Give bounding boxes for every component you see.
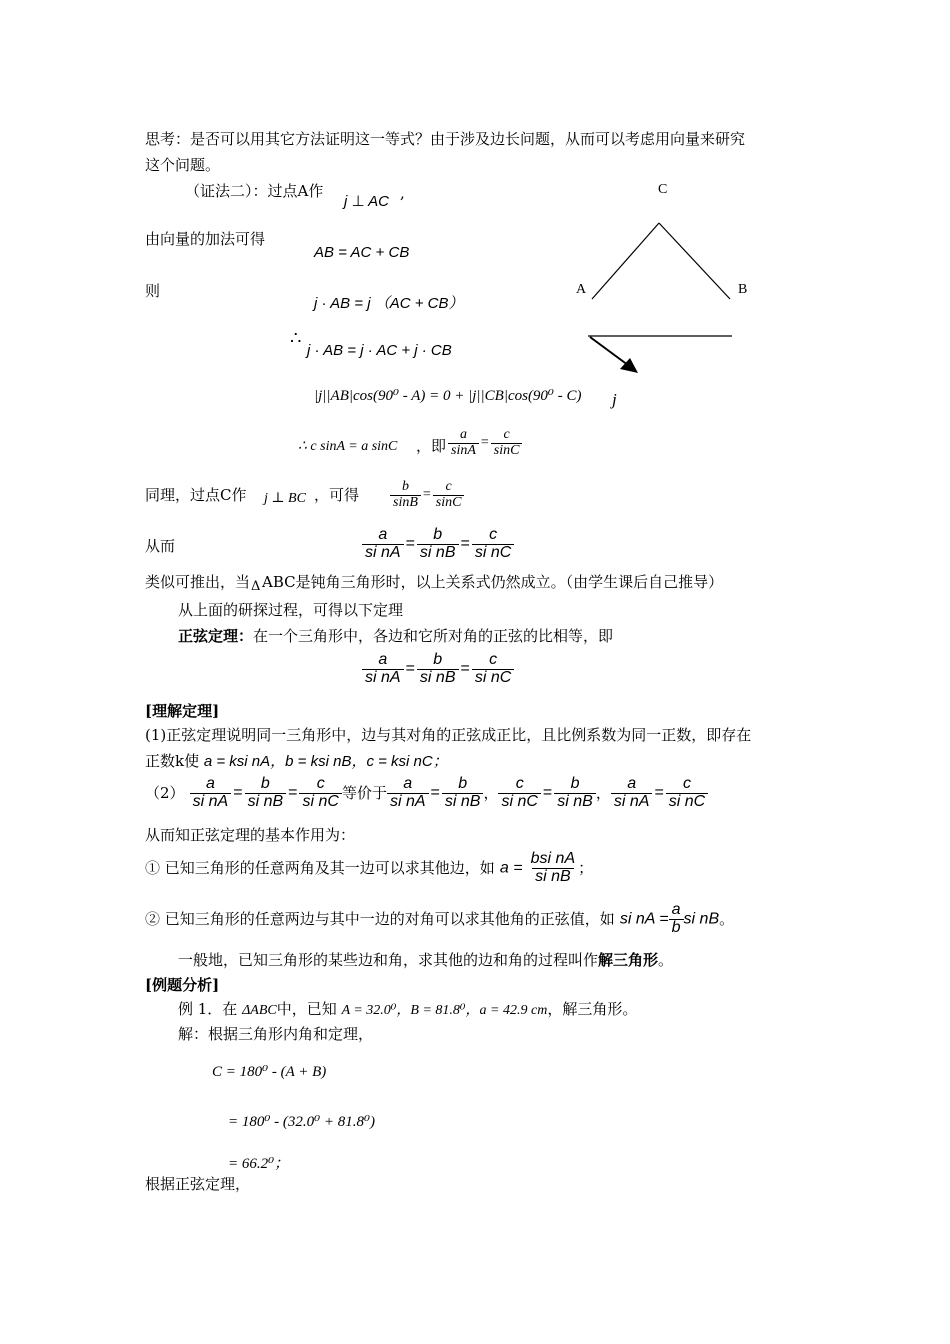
fraction-a [362, 652, 404, 687]
fraction-denominator: si nB [245, 793, 287, 811]
fraction-denominator: si nA [387, 793, 429, 811]
use1-lhs: a = [499, 859, 523, 877]
example-1 [178, 1000, 637, 1020]
fraction-numerator: a [378, 651, 388, 668]
fraction-numerator: a [459, 427, 467, 442]
fraction-numerator: a [378, 526, 388, 543]
use2-text: ② 已知三角形的任意两边与其中一边的对角可以求其他角的正弦值，如 [145, 909, 615, 928]
p2-label: （2） [145, 783, 185, 802]
equation-5-fractions [448, 428, 522, 458]
use2-end: 。 [719, 909, 735, 928]
fraction-denominator: sinB [390, 495, 421, 511]
equals-sign: = [430, 784, 440, 802]
vertex-label-b: B [738, 282, 748, 297]
understand-p2 [145, 776, 708, 811]
comma: ， [483, 783, 499, 802]
fraction-denominator: si nA [362, 669, 404, 687]
general-bold: 解三角形 [598, 951, 659, 969]
fraction-numerator: c [683, 775, 691, 792]
general-pre: 一般地，已知三角形的某些边和角，求其他的边和角的过程叫作 [178, 951, 599, 969]
equation-5: ∴ c sinA = a sinC [298, 439, 398, 454]
fraction-numerator: bsi nA [530, 850, 576, 867]
equals-sign: = [405, 660, 415, 678]
fraction-numerator: c [316, 775, 325, 792]
thus-fractions [362, 527, 514, 562]
solution-intro: 解：根据三角形内角和定理， [178, 1025, 374, 1043]
ex1-prefix: 例 1．在 [178, 1000, 238, 1018]
similar-mid: ，可得 [314, 486, 360, 504]
fraction-numerator: c [489, 651, 498, 668]
comma: ， [595, 783, 611, 802]
equation-1: AB = AC + CB [314, 244, 410, 261]
side-ac [592, 223, 659, 299]
ex1-given: A = 32.0⁰，B = 81.8⁰，a = 42.9 cm [341, 1003, 548, 1018]
fraction-a [362, 527, 404, 562]
fraction-c [472, 652, 514, 687]
fraction-c [472, 527, 514, 562]
fraction-numerator: c [489, 526, 498, 543]
fraction-denominator: si nC [498, 793, 540, 811]
theorem-name: 正弦定理： [178, 627, 254, 645]
fraction-c [666, 776, 708, 811]
fraction-numerator: a [403, 775, 413, 792]
equals-sign: = [233, 784, 243, 802]
understand-p1-line2 [145, 752, 448, 771]
fraction-denominator: si nB [417, 544, 459, 562]
example-title: [例题分析] [145, 976, 220, 994]
vertex-label-a: A [576, 282, 587, 297]
fraction-numerator: b [570, 775, 580, 792]
fraction-denominator: sinC [491, 443, 523, 459]
fraction-denominator: b [669, 919, 684, 937]
fraction-denominator: si nA [362, 544, 404, 562]
similar-label: 同理，过点C作 [145, 486, 247, 504]
general-statement [178, 951, 673, 969]
fraction-a [387, 776, 429, 811]
ex1-solve: ，解三角形。 [547, 1000, 638, 1018]
use-1 [145, 851, 593, 886]
think-line-1: 思考：是否可以用其它方法证明这一等式？由于涉及边长问题，从而可以考虑用向量来研究 [145, 130, 746, 148]
understand-title: [理解定理] [145, 702, 220, 720]
equation-4: |j||AB|cos(90⁰ - A) = 0 + |j||CB|cos(90⁰ - C) [314, 388, 582, 404]
fraction-denominator: si nA [611, 793, 653, 811]
fraction-b [442, 776, 484, 811]
fraction-numerator: b [433, 651, 443, 668]
understand-p1-line1: (1)正弦定理说明同一三角形中，边与其对角的正弦成正比，且比例系数为同一正数，即存在 [145, 726, 752, 744]
similar-fractions [390, 480, 464, 510]
fraction-denominator: si nB [442, 793, 484, 811]
proof2-condition: j ⊥ AC [344, 193, 390, 210]
fraction-numerator: b [401, 479, 409, 494]
equation-2: j · AB = j （AC + CB） [314, 295, 464, 312]
equals-sign: = [288, 784, 298, 802]
fraction-b [417, 527, 459, 562]
fraction-denominator: si nB [417, 669, 459, 687]
theorem-text: 在一个三角形中，各边和它所对角的正弦的比相等，即 [253, 627, 614, 645]
fraction-denominator: sinC [433, 495, 465, 511]
equals-sign: = [460, 535, 470, 553]
fraction-numerator: b [260, 775, 270, 792]
fraction-numerator: c [445, 479, 452, 494]
fraction-denominator: si nC [299, 793, 341, 811]
fraction-b [245, 776, 287, 811]
theorem-fractions [362, 652, 514, 687]
fraction-a [190, 776, 232, 811]
fraction-denominator: si nC [472, 669, 514, 687]
basic-use-title: 从而知正弦定理的基本作用为： [145, 826, 356, 844]
fraction-numerator: c [503, 427, 510, 442]
side-cb [659, 223, 730, 299]
fraction-c [299, 776, 341, 811]
equals-sign: = [542, 784, 553, 802]
fraction-c [498, 776, 540, 811]
fraction-numerator: a [671, 901, 681, 918]
proof2-label: （证法二）：过点A作 [185, 182, 324, 200]
use1-end: ； [578, 858, 594, 877]
calc-line-3: = 66.2⁰； [228, 1156, 290, 1172]
use1-text: ① 已知三角形的任意两角及其一边可以求其他边，如 [145, 858, 495, 877]
fraction-denominator: si nC [472, 544, 514, 562]
think-line-2: 这个问题。 [145, 156, 221, 174]
equals-sign: = [480, 435, 489, 451]
fraction-b [554, 776, 596, 811]
use-2 [145, 902, 734, 937]
fraction-denominator: si nC [666, 793, 708, 811]
therefore-symbol: ∴ [290, 328, 302, 349]
triangle-diagram [570, 175, 760, 385]
fraction-numerator: b [458, 775, 468, 792]
fraction-numerator: a [205, 775, 215, 792]
then-label: 则 [145, 282, 161, 300]
fraction-c-sinC [433, 480, 465, 510]
obtuse-rest: ABC是钝角三角形时，以上关系式仍然成立。（由学生课后自己推导） [262, 573, 724, 591]
theorem-line [178, 627, 613, 645]
p2-equiv: 等价于 [341, 783, 387, 802]
fraction-denominator: si nB [554, 793, 596, 811]
equals-sign: = [654, 784, 664, 802]
equals-sign: = [460, 660, 470, 678]
ex1-triangle: ΔABC [242, 1003, 277, 1018]
fraction-c-sinC [491, 428, 523, 458]
proof2-comma: , [400, 184, 405, 202]
calc-line-1: C = 180⁰ - (A + B) [212, 1064, 327, 1080]
fraction-a-b [669, 902, 684, 937]
use2-lhs: si nA = [619, 910, 669, 928]
similar-condition: j ⊥ BC [264, 491, 306, 506]
fraction-bsinA-sinB [528, 851, 578, 886]
fraction-numerator: c [515, 775, 524, 792]
calc-line-2: = 180⁰ - (32.0⁰ + 81.8⁰) [228, 1114, 376, 1130]
equation-4-tail: j [612, 390, 617, 409]
p1-equation: a = ksi nA，b = ksi nB，c = ksi nC； [203, 753, 448, 770]
fraction-denominator: si nA [190, 793, 232, 811]
fraction-a [611, 776, 653, 811]
obtuse-delta: Δ [251, 579, 261, 594]
equation-5-mid: ，即 [416, 437, 447, 455]
equals-sign: = [405, 535, 415, 553]
fraction-b-sinB [390, 480, 421, 510]
fraction-numerator: a [627, 775, 637, 792]
fraction-a-sinA [448, 428, 479, 458]
fraction-denominator: si nB [532, 868, 574, 886]
thus-label: 从而 [145, 537, 176, 555]
from-above: 从上面的研探过程，可得以下定理 [178, 601, 404, 619]
p1-prefix: 正数k使 [145, 752, 200, 770]
equation-3: j · AB = j · AC + j · CB [307, 342, 452, 359]
by-law-of-sines: 根据正弦定理， [145, 1175, 251, 1193]
vertex-label-c: C [658, 182, 668, 197]
obtuse-prefix: 类似可推出，当 [145, 573, 251, 591]
general-end: 。 [658, 951, 674, 969]
ex1-known: 中，已知 [276, 1000, 337, 1018]
vector-add-label: 由向量的加法可得 [145, 230, 266, 248]
fraction-denominator: sinA [448, 443, 479, 459]
fraction-numerator: b [433, 526, 443, 543]
equals-sign: = [422, 487, 431, 503]
use2-rhs: si nB [683, 910, 720, 928]
fraction-b [417, 652, 459, 687]
